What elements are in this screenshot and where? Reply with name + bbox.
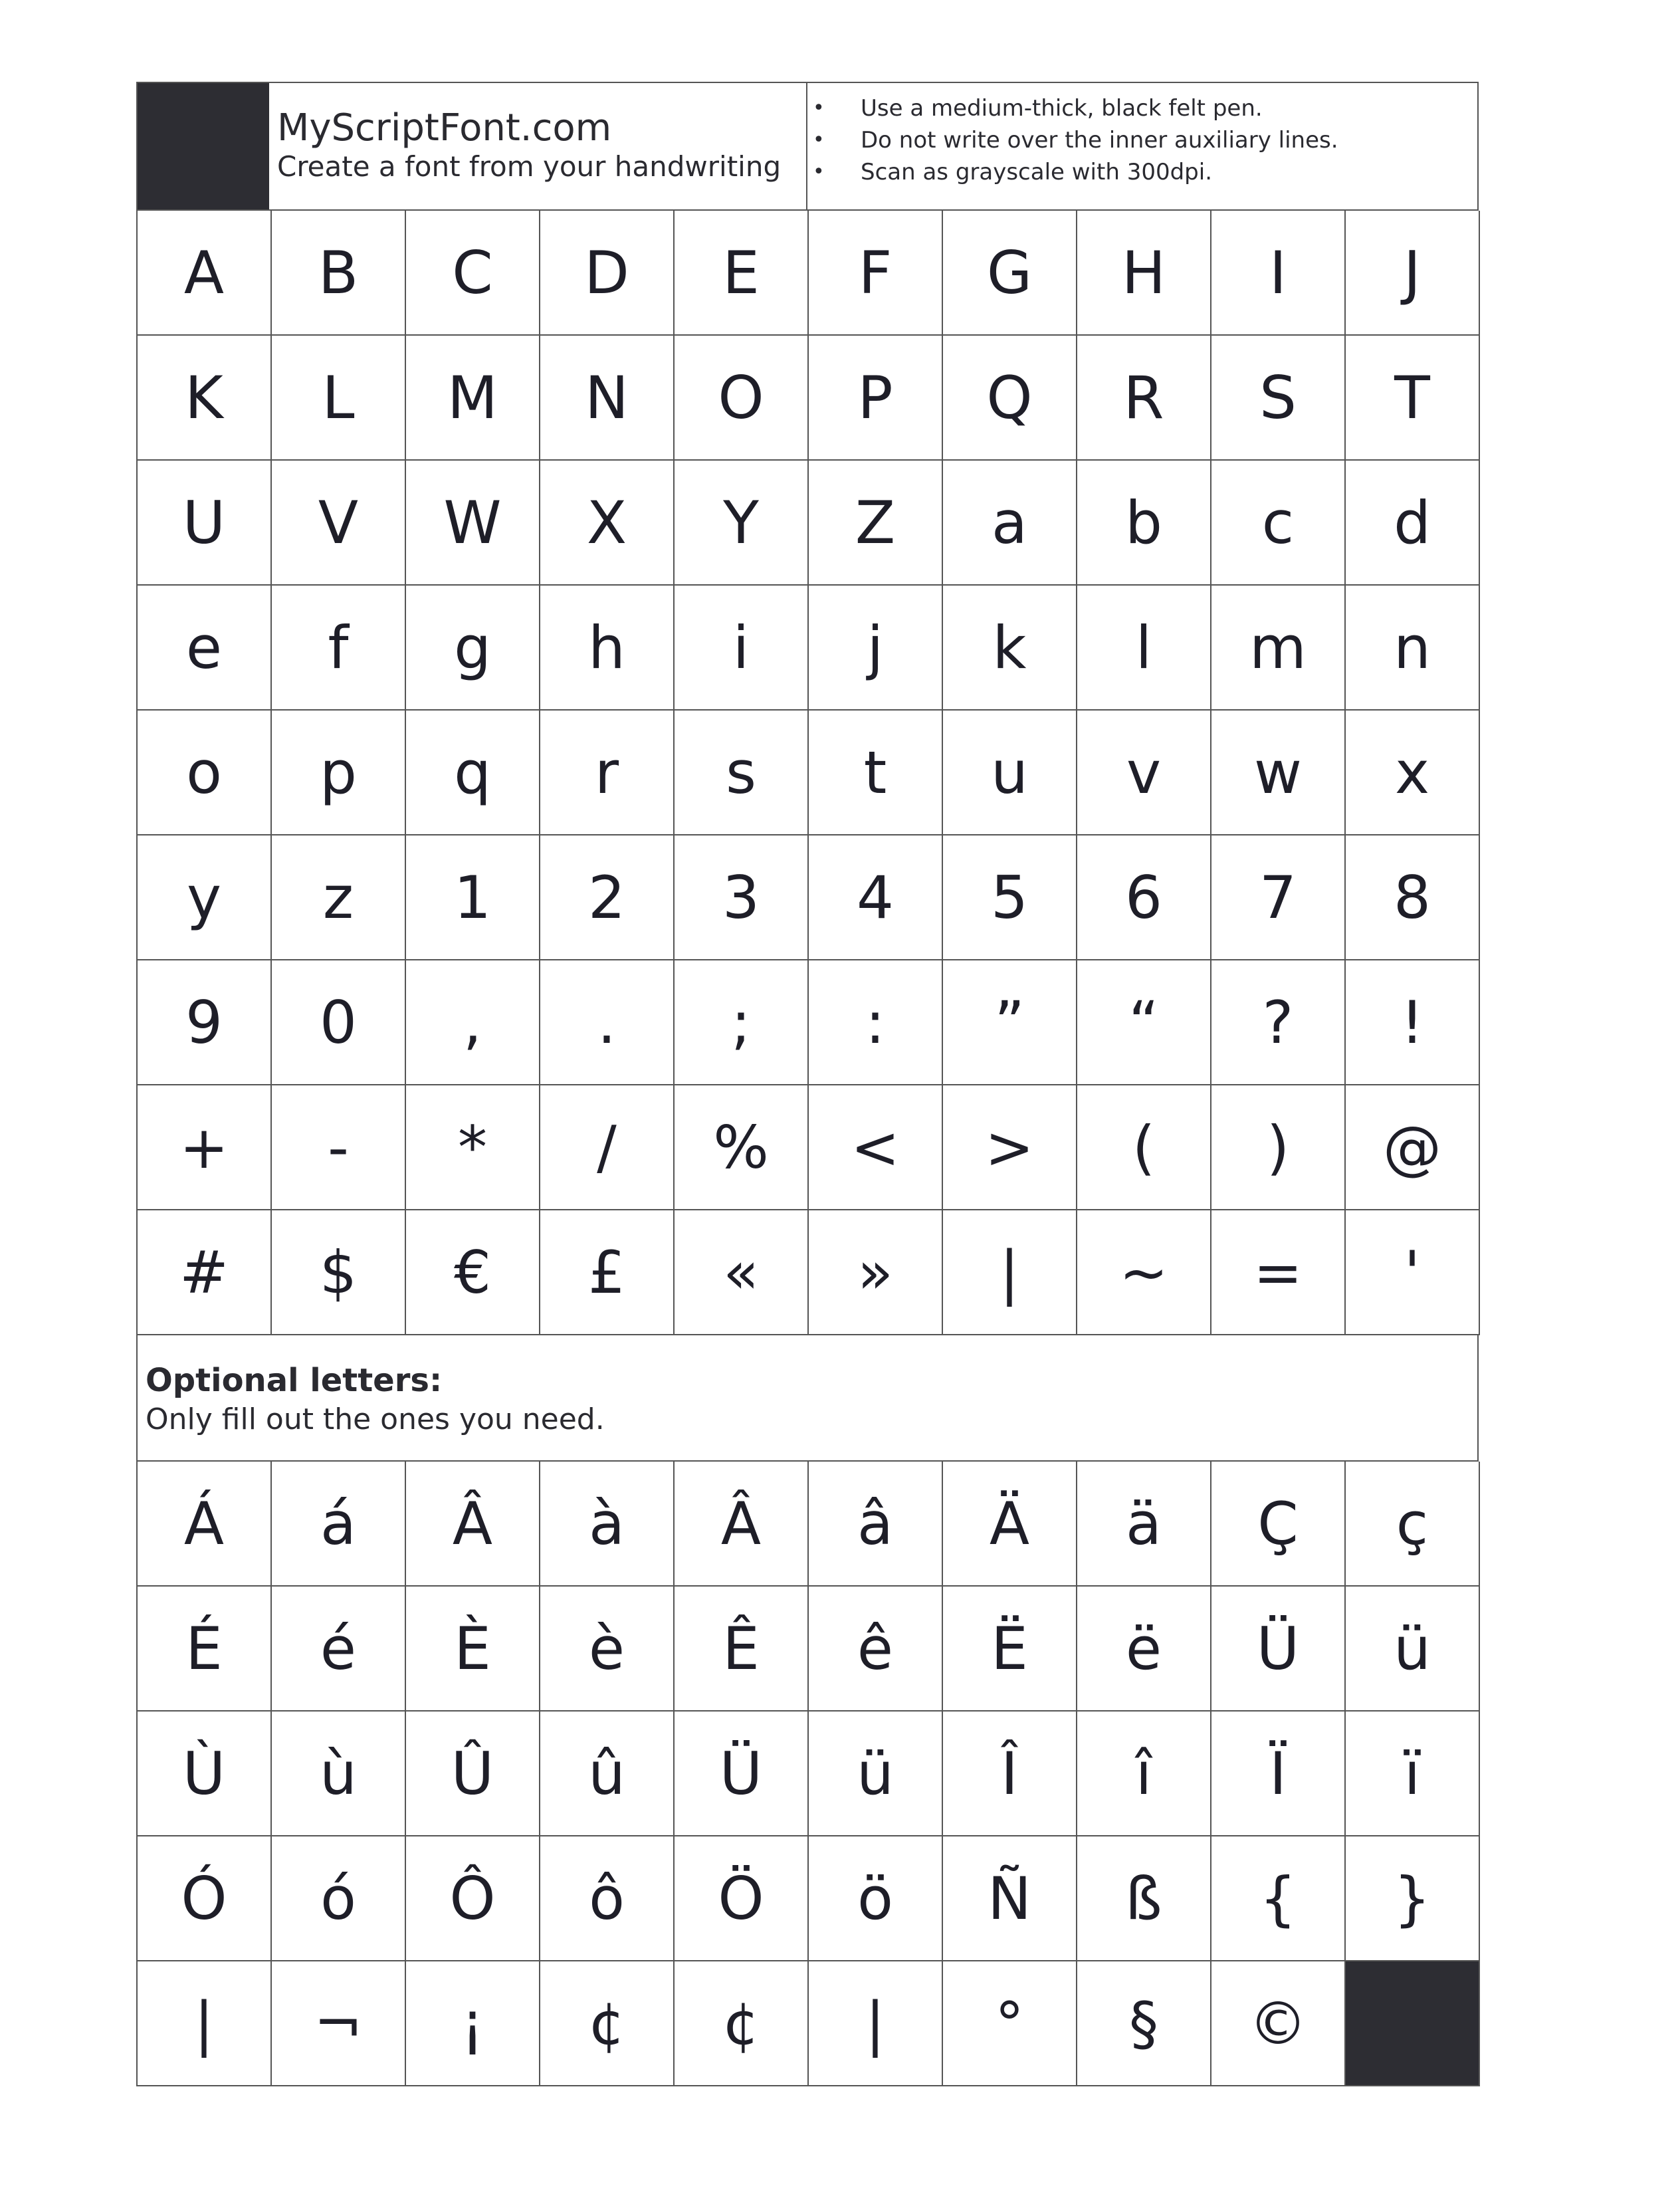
- glyph-cell: ;: [675, 960, 809, 1085]
- glyph-cell: ?: [1211, 960, 1346, 1085]
- glyph-cell: Ü: [1211, 1587, 1346, 1712]
- glyph-cell: X: [540, 461, 675, 586]
- glyph-cell: ”: [943, 960, 1077, 1085]
- glyph-cell: W: [406, 461, 540, 586]
- glyph-cell: y: [138, 835, 272, 960]
- header: [136, 82, 1479, 211]
- glyph-cell: -: [272, 1085, 406, 1210]
- glyph-cell: #: [138, 1210, 272, 1335]
- glyph-cell: ¢: [675, 1961, 809, 2086]
- glyph-cell: Ñ: [943, 1836, 1077, 1961]
- glyph-cell: /: [540, 1085, 675, 1210]
- glyph-cell: d: [1346, 461, 1480, 586]
- glyph-cell: e: [138, 586, 272, 711]
- glyph-cell: 4: [809, 835, 943, 960]
- glyph-cell: M: [406, 336, 540, 461]
- glyph-cell: 8: [1346, 835, 1480, 960]
- glyph-cell: b: [1077, 461, 1211, 586]
- glyph-cell: È: [406, 1587, 540, 1712]
- glyph-cell: U: [138, 461, 272, 586]
- glyph-cell: Ö: [675, 1836, 809, 1961]
- optional-subtitle: Only fill out the ones you need.: [146, 1402, 605, 1436]
- glyph-cell: r: [540, 711, 675, 835]
- glyph-cell: Î: [943, 1712, 1077, 1836]
- glyph-cell: î: [1077, 1712, 1211, 1836]
- glyph-cell: f: [272, 586, 406, 711]
- glyph-cell: Y: [675, 461, 809, 586]
- glyph-cell: h: [540, 586, 675, 711]
- character-grid: [136, 211, 1479, 1335]
- glyph-cell: <: [809, 1085, 943, 1210]
- glyph-cell: $: [272, 1210, 406, 1335]
- glyph-cell: Â: [675, 1462, 809, 1587]
- glyph-cell: F: [809, 211, 943, 336]
- glyph-cell: ó: [272, 1836, 406, 1961]
- glyph-cell: K: [138, 336, 272, 461]
- glyph-cell: V: [272, 461, 406, 586]
- glyph-cell: i: [675, 586, 809, 711]
- glyph-cell: ê: [809, 1587, 943, 1712]
- glyph-cell: k: [943, 586, 1077, 711]
- glyph-cell: A: [138, 211, 272, 336]
- glyph-cell: o: [138, 711, 272, 835]
- glyph-cell: E: [675, 211, 809, 336]
- glyph-cell: P: [809, 336, 943, 461]
- glyph-cell: g: [406, 586, 540, 711]
- glyph-cell: »: [809, 1210, 943, 1335]
- glyph-cell: Á: [138, 1462, 272, 1587]
- glyph-cell: :: [809, 960, 943, 1085]
- glyph-cell: }: [1346, 1836, 1480, 1961]
- glyph-cell: °: [943, 1961, 1077, 2086]
- glyph-cell: |: [943, 1210, 1077, 1335]
- glyph-cell: %: [675, 1085, 809, 1210]
- glyph-cell: â: [809, 1462, 943, 1587]
- glyph-cell: 6: [1077, 835, 1211, 960]
- glyph-cell: ): [1211, 1085, 1346, 1210]
- glyph-cell: é: [272, 1587, 406, 1712]
- glyph-cell: a: [943, 461, 1077, 586]
- glyph-cell: ü: [809, 1712, 943, 1836]
- glyph-cell: m: [1211, 586, 1346, 711]
- glyph-cell: |: [809, 1961, 943, 2086]
- glyph-cell: ': [1346, 1210, 1480, 1335]
- glyph-cell: Ï: [1211, 1712, 1346, 1836]
- glyph-cell: ô: [540, 1836, 675, 1961]
- glyph-cell: Z: [809, 461, 943, 586]
- glyph-cell: G: [943, 211, 1077, 336]
- glyph-cell: û: [540, 1712, 675, 1836]
- glyph-cell: s: [675, 711, 809, 835]
- glyph-cell: á: [272, 1462, 406, 1587]
- glyph-cell: J: [1346, 211, 1480, 336]
- glyph-cell: Q: [943, 336, 1077, 461]
- glyph-cell: 2: [540, 835, 675, 960]
- tagline: Create a font from your handwriting: [277, 150, 782, 183]
- glyph-cell: «: [675, 1210, 809, 1335]
- glyph-cell: ,: [406, 960, 540, 1085]
- glyph-cell: ï: [1346, 1712, 1480, 1836]
- glyph-cell: *: [406, 1085, 540, 1210]
- instructions-list: [807, 83, 1338, 209]
- glyph-cell: B: [272, 211, 406, 336]
- glyph-cell: 7: [1211, 835, 1346, 960]
- glyph-cell: 3: [675, 835, 809, 960]
- glyph-cell: C: [406, 211, 540, 336]
- glyph-cell: ¡: [406, 1961, 540, 2086]
- corner-marker-bottom-right: [1346, 1961, 1480, 2086]
- glyph-cell: 9: [138, 960, 272, 1085]
- optional-title: Optional letters:: [146, 1362, 443, 1399]
- glyph-cell: Ó: [138, 1836, 272, 1961]
- glyph-cell: ä: [1077, 1462, 1211, 1587]
- glyph-cell: >: [943, 1085, 1077, 1210]
- glyph-cell: Ç: [1211, 1462, 1346, 1587]
- glyph-cell: j: [809, 586, 943, 711]
- optional-character-grid: [136, 1462, 1479, 2086]
- glyph-cell: w: [1211, 711, 1346, 835]
- glyph-cell: ß: [1077, 1836, 1211, 1961]
- template-sheet: [136, 82, 1479, 2086]
- instruction-item: • Scan as grayscale with 300dpi.: [861, 156, 1338, 188]
- glyph-cell: D: [540, 211, 675, 336]
- glyph-cell: l: [1077, 586, 1211, 711]
- glyph-cell: c: [1211, 461, 1346, 586]
- glyph-cell: v: [1077, 711, 1211, 835]
- glyph-cell: ç: [1346, 1462, 1480, 1587]
- glyph-cell: Ù: [138, 1712, 272, 1836]
- glyph-cell: =: [1211, 1210, 1346, 1335]
- glyph-cell: Â: [406, 1462, 540, 1587]
- instruction-item: • Use a medium-thick, black felt pen.: [861, 92, 1338, 124]
- glyph-cell: O: [675, 336, 809, 461]
- glyph-cell: ö: [809, 1836, 943, 1961]
- glyph-cell: Ä: [943, 1462, 1077, 1587]
- glyph-cell: H: [1077, 211, 1211, 336]
- glyph-cell: §: [1077, 1961, 1211, 2086]
- glyph-cell: t: [809, 711, 943, 835]
- glyph-cell: Ê: [675, 1587, 809, 1712]
- glyph-cell: Ü: [675, 1712, 809, 1836]
- glyph-cell: ë: [1077, 1587, 1211, 1712]
- glyph-cell: T: [1346, 336, 1480, 461]
- glyph-cell: S: [1211, 336, 1346, 461]
- glyph-cell: !: [1346, 960, 1480, 1085]
- glyph-cell: n: [1346, 586, 1480, 711]
- brand-block: [269, 83, 807, 209]
- optional-section-header: [136, 1335, 1479, 1462]
- glyph-cell: “: [1077, 960, 1211, 1085]
- glyph-cell: à: [540, 1462, 675, 1587]
- glyph-cell: Û: [406, 1712, 540, 1836]
- instruction-item: • Do not write over the inner auxiliary lines.: [861, 124, 1338, 156]
- glyph-cell: (: [1077, 1085, 1211, 1210]
- glyph-cell: ¬: [272, 1961, 406, 2086]
- glyph-cell: |: [138, 1961, 272, 2086]
- glyph-cell: I: [1211, 211, 1346, 336]
- glyph-cell: 5: [943, 835, 1077, 960]
- glyph-cell: {: [1211, 1836, 1346, 1961]
- glyph-cell: R: [1077, 336, 1211, 461]
- glyph-cell: ~: [1077, 1210, 1211, 1335]
- glyph-cell: è: [540, 1587, 675, 1712]
- glyph-cell: É: [138, 1587, 272, 1712]
- glyph-cell: +: [138, 1085, 272, 1210]
- glyph-cell: ©: [1211, 1961, 1346, 2086]
- glyph-cell: £: [540, 1210, 675, 1335]
- glyph-cell: u: [943, 711, 1077, 835]
- glyph-cell: @: [1346, 1085, 1480, 1210]
- glyph-cell: p: [272, 711, 406, 835]
- glyph-cell: 0: [272, 960, 406, 1085]
- glyph-cell: L: [272, 336, 406, 461]
- corner-marker-top-left: [138, 83, 269, 209]
- glyph-cell: N: [540, 336, 675, 461]
- glyph-cell: Ô: [406, 1836, 540, 1961]
- glyph-cell: ¢: [540, 1961, 675, 2086]
- glyph-cell: .: [540, 960, 675, 1085]
- glyph-cell: €: [406, 1210, 540, 1335]
- glyph-cell: z: [272, 835, 406, 960]
- glyph-cell: 1: [406, 835, 540, 960]
- glyph-cell: ü: [1346, 1587, 1480, 1712]
- site-name: MyScriptFont.com: [277, 106, 612, 150]
- glyph-cell: ù: [272, 1712, 406, 1836]
- glyph-cell: Ë: [943, 1587, 1077, 1712]
- glyph-cell: x: [1346, 711, 1480, 835]
- glyph-cell: q: [406, 711, 540, 835]
